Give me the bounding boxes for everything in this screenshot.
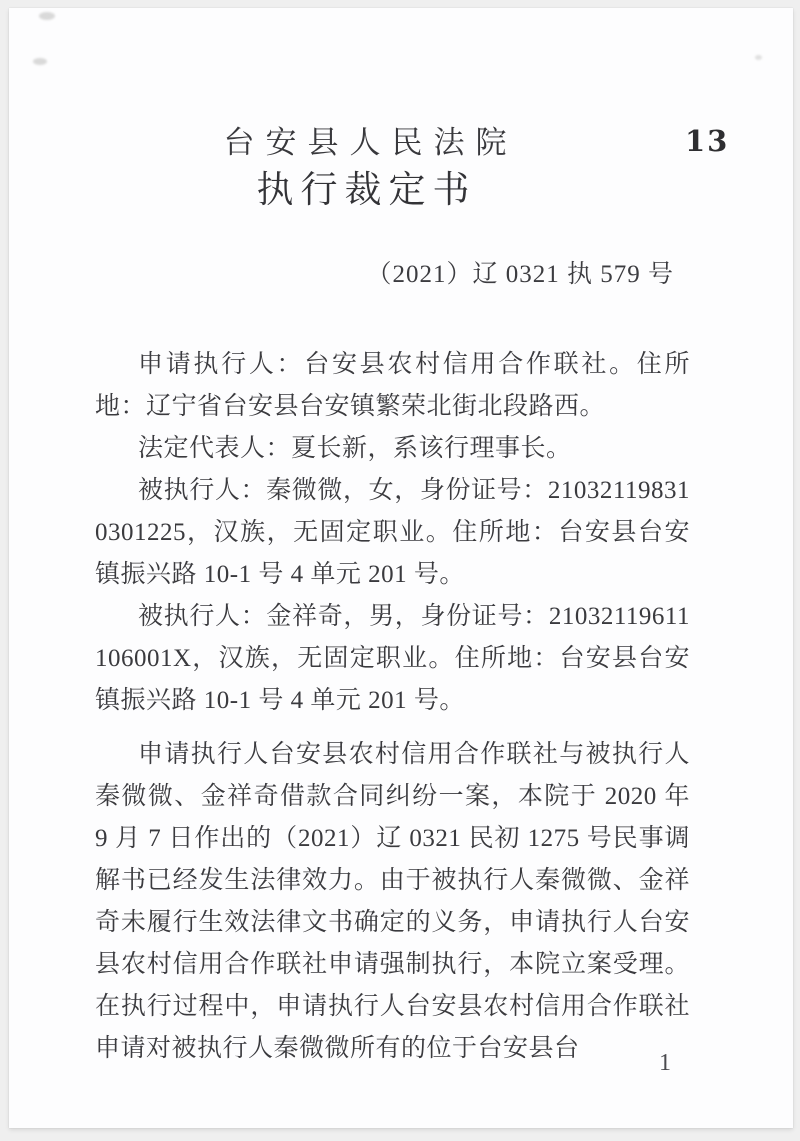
paragraph-legal-representative: 法定代表人：夏长新，系该行理事长。: [138, 435, 572, 462]
scan-artifact: [755, 55, 762, 60]
scan-artifact: [39, 12, 55, 20]
scan-artifact: [33, 58, 47, 65]
page-number: 1: [659, 1050, 671, 1076]
document-title-heading: 执行裁定书: [256, 170, 477, 211]
court-name-heading: 台安县人民法院: [223, 125, 518, 160]
paragraph-applicant: 申请执行人：台安县农村信用合作联社。住所地：辽宁省台安县台安镇繁荣北街北段路西。: [95, 351, 690, 420]
paragraph-respondent-2: 被执行人：金祥奇，男，身份证号：21032119611106001X，汉族，无固定职业。住所地：台安县台安镇振兴路 10-1 号 4 单元 201 号。: [95, 603, 690, 714]
document-page: [9, 8, 793, 1128]
paragraph-case-narrative: 申请执行人台安县农村信用合作联社与被执行人秦微微、金祥奇借款合同纠纷一案，本院于 2020 年 9 月 7 日作出的（2021）辽 0321 民初 1275 号民事调解书已经发生法律效力。由于被执行人秦微微、金祥奇未履行生效法律文书确定的义务，申请执行人台安县农村信用合作联社申请强制执行，本院立案受理。在执行过程中，申请执行人台安县农村信用合作联社申请对被执行人秦微微所有的位于台安县台: [95, 741, 690, 1062]
document-content: [9, 125, 793, 1070]
paragraph-respondent-1: 被执行人：秦微微，女，身份证号：210321198310301225，汉族，无固定职业。住所地：台安县台安镇振兴路 10-1 号 4 单元 201 号。: [95, 477, 690, 588]
corner-page-number: 13: [685, 124, 730, 158]
case-number: （2021）辽 0321 执 579 号: [366, 261, 674, 288]
